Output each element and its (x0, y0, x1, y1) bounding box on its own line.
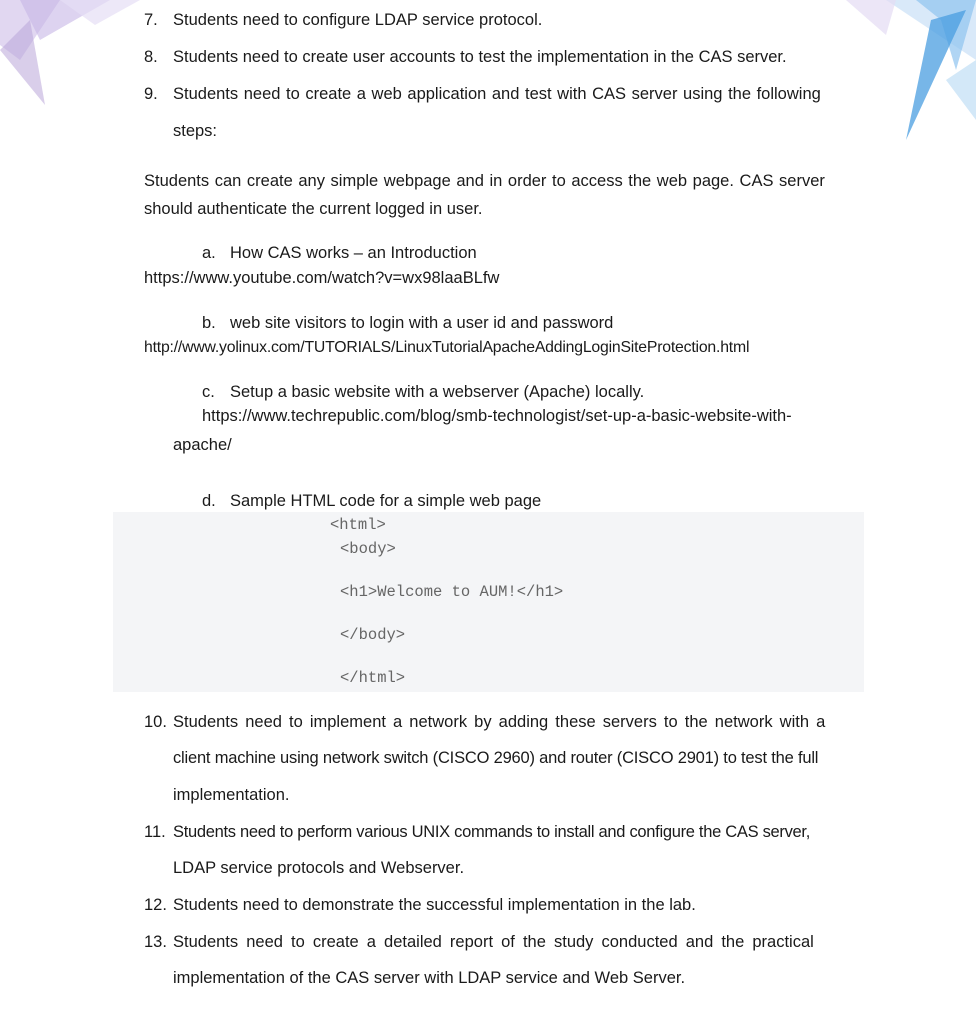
code-line: </body> (340, 626, 406, 644)
list-item-text: Students need to demonstrate the successful implementation in the lab. (173, 896, 696, 914)
link-url[interactable]: https://www.youtube.com/watch?v=wx98laaBLfw (144, 269, 500, 287)
sub-item-label: d. (202, 492, 216, 510)
paragraph-text: Students can create any simple webpage and in order to access the web page. CAS server (144, 172, 825, 190)
item-number: 13. (144, 933, 167, 951)
list-item-text: implementation. (173, 786, 290, 804)
list-item-text: LDAP service protocols and Webserver. (173, 859, 465, 877)
list-item-text: steps: (173, 122, 218, 140)
paragraph-text: should authenticate the current logged in user. (144, 200, 483, 218)
item-number: 12. (144, 896, 167, 914)
sub-item-text: Setup a basic website with a webserver (Apache) locally. (230, 383, 645, 401)
code-line: </html> (340, 669, 406, 687)
code-block (113, 512, 864, 692)
item-number: 11. (144, 823, 166, 841)
item-number: 10. (144, 713, 167, 731)
sub-item-text: How CAS works – an Introduction (230, 244, 477, 262)
item-number: 7. (144, 11, 158, 29)
list-item-text: implementation of the CAS server with LDAP service and Web Server. (173, 969, 686, 987)
sub-item-label: a. (202, 244, 216, 262)
link-url-continued[interactable]: apache/ (173, 436, 232, 454)
sub-item-label: b. (202, 314, 216, 332)
sub-item-text: web site visitors to login with a user id and password (230, 314, 614, 332)
list-item-text: Students need to configure LDAP service protocol. (173, 11, 543, 29)
list-item-text: Students need to create user accounts to test the implementation in the CAS server. (173, 48, 787, 66)
link-url[interactable]: https://www.techrepublic.com/blog/smb-technologist/set-up-a-basic-website-with- (202, 407, 792, 425)
code-line: <html> (330, 516, 386, 534)
list-item-text: Students need to implement a network by adding these servers to the network with a (173, 713, 826, 731)
list-item-text: Students need to create a web application and test with CAS server using the following (173, 85, 821, 103)
corner-decoration-left (0, 0, 150, 110)
code-line: <h1>Welcome to AUM!</h1> (340, 583, 564, 601)
list-item-text: Students need to create a detailed report of the study conducted and the practical (173, 933, 814, 951)
item-number: 8. (144, 48, 158, 66)
list-item-text: client machine using network switch (CISCO 2960) and router (CISCO 2901) to test the full (173, 749, 819, 767)
link-url[interactable]: http://www.yolinux.com/TUTORIALS/LinuxTutorialApacheAddingLoginSiteProtection.html (144, 339, 750, 356)
list-item-text: Students need to perform various UNIX commands to install and configure the CAS server, (173, 823, 810, 841)
item-number: 9. (144, 85, 158, 103)
code-line: <body> (340, 540, 396, 558)
sub-item-label: c. (202, 383, 215, 401)
sub-item-text: Sample HTML code for a simple web page (230, 492, 542, 510)
corner-decoration-right (846, 0, 976, 140)
